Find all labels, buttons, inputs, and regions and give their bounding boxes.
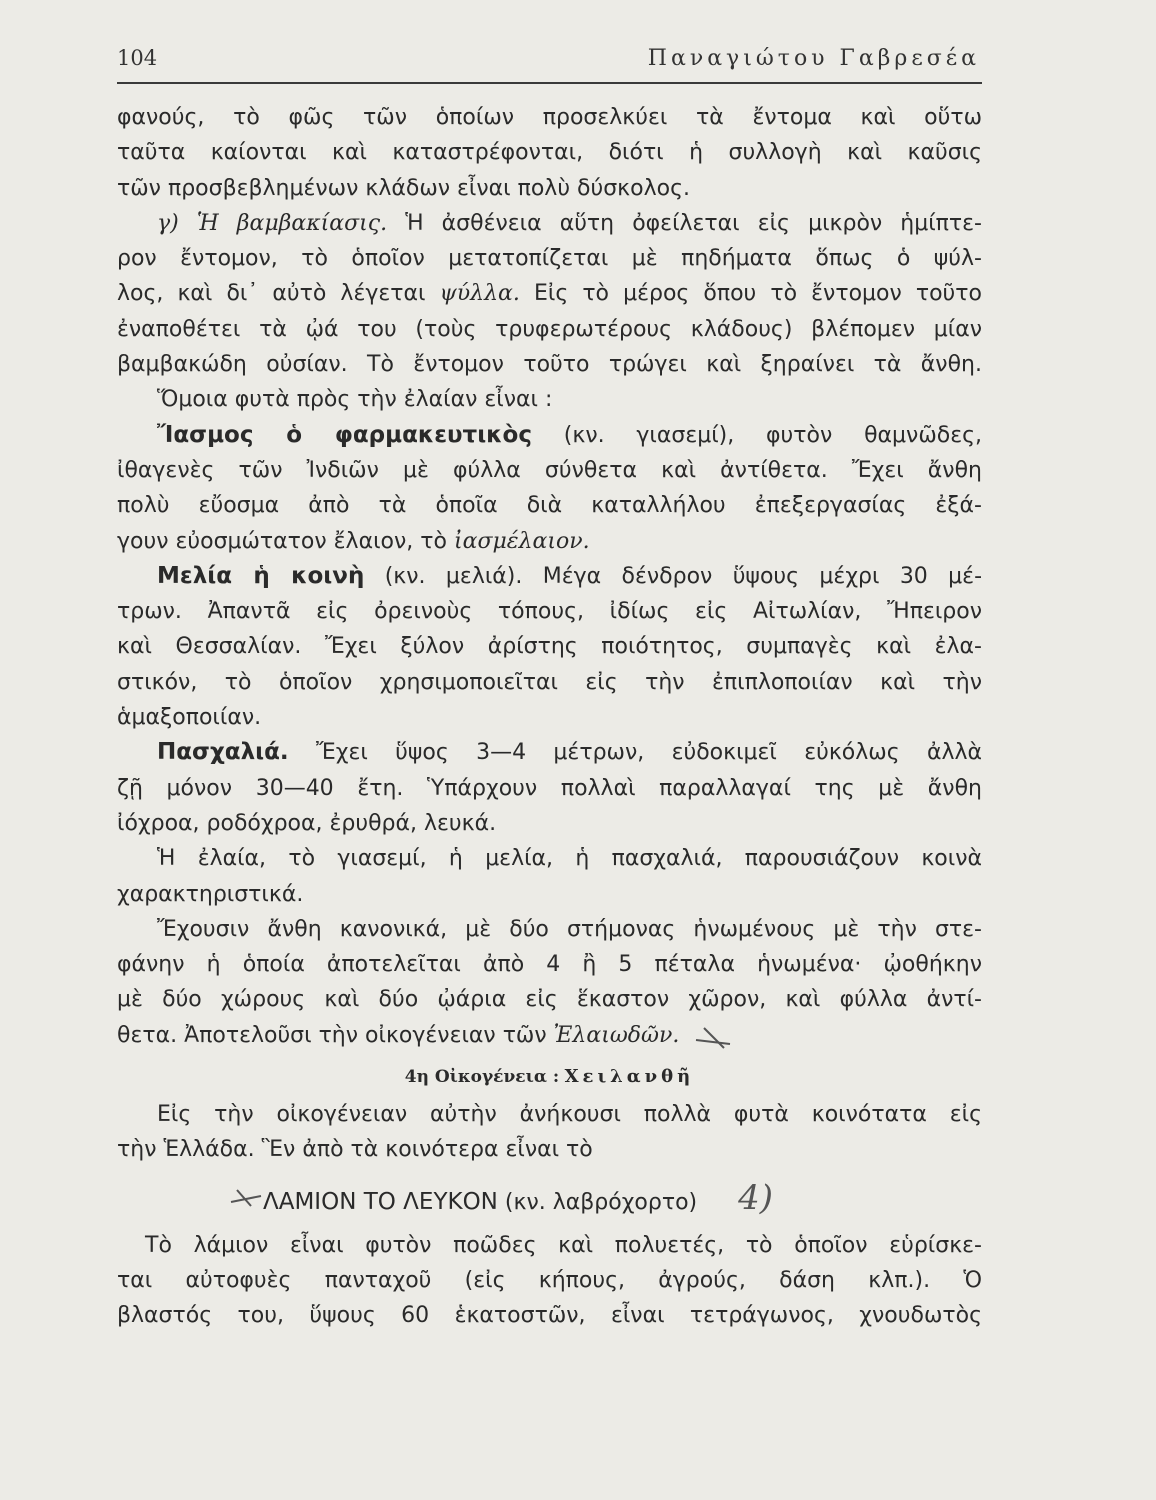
- text-line: τὴν Ἑλλάδα. Ἓν ἀπὸ τὰ κοινότερα εἶναι τὸ: [117, 1137, 593, 1163]
- text-line: φανούς, τὸ φῶς τῶν ὁποίων προσελκύει τὰ ἔντομα καὶ οὕτω: [117, 105, 982, 130]
- text-line: στικόν, τὸ ὁποῖον χρησιμοποιεῖται εἰς τὴν ἐπιπλοποιίαν καὶ τὴν: [117, 669, 982, 695]
- text-line: Εἰς τὴν οἰκογένειαν αὐτὴν ἀνήκουσι πολλὰ φυτὰ κοινότατα εἰς: [157, 1102, 982, 1128]
- text-span: (κν. γιασεμί), φυτὸν θαμνῶδες,: [563, 422, 983, 448]
- text-line: ἁμαξοποιίαν.: [117, 705, 262, 731]
- text-line: [117, 1018, 982, 1053]
- text-line: [117, 735, 982, 770]
- text-line: Τὸ λάμιον εἶναι φυτὸν ποῶδες καὶ πολυετές, τὸ ὁποῖον εὑρίσκε-: [145, 1232, 982, 1258]
- running-head: Παναγιώτου Γαβρεσέα: [647, 46, 980, 71]
- text-span: (κν. μελιά). Μέγα δένδρον ὕψους μέχρι 30 μέ-: [384, 563, 983, 589]
- text-line: χαρακτηριστικά.: [117, 881, 304, 907]
- text-span: Εἰς τὸ μέρος ὅπου τὸ ἔντομον τοῦτο: [533, 281, 982, 307]
- text-line: ται αὐτοφυὲς πανταχοῦ (εἰς κήπους, ἀγρούς, δάση κλπ.). Ὁ: [117, 1267, 982, 1293]
- plant-name: Ἴασμος ὁ φαρμακευτικὸς: [157, 421, 532, 448]
- text-line: βλαστός του, ὕψους 60 ἑκατοστῶν, εἶναι τετράγωνος, χνουδωτὸς: [117, 1303, 982, 1329]
- italic-term: ἰασμέλαιον.: [453, 528, 590, 554]
- text-line: μὲ δύο χώρους καὶ δύο ᾠάρια εἰς ἕκαστον χῶρον, καὶ φύλλα ἀντί-: [117, 987, 982, 1013]
- italic-term: ψύλλα.: [439, 281, 520, 307]
- text-line: [117, 524, 982, 559]
- common-name: (κν. λαβρόχορτο): [504, 1189, 698, 1215]
- text-line: ἰθαγενὲς τῶν Ἰνδιῶν μὲ φύλλα σύνθετα καὶ ἀντίθετα. Ἔχει ἄνθη: [117, 457, 982, 483]
- text-span: γουν εὐοσμώτατον ἔλαιον, τὸ: [117, 528, 447, 554]
- handwritten-number: 4): [738, 1177, 774, 1218]
- plant-name-caps: ΛΑΜΙΟΝ ΤΟ ΛΕΥΚΟΝ: [263, 1188, 498, 1215]
- text-span: Ἡ ἀσθένεια αὕτη ὀφείλεται εἰς μικρὸν ἡμίπτε-: [405, 210, 982, 236]
- text-line: [117, 276, 982, 311]
- text-line: ἰόχροα, ροδόχροα, ἐρυθρά, λευκά.: [117, 810, 497, 836]
- plant-name: Πασχαλιά.: [157, 739, 289, 766]
- text-line: ταῦτα καίονται καὶ καταστρέφονται, διότι ἡ συλλογὴ καὶ καῦσις: [117, 140, 982, 166]
- section-title: γ) Ἡ βαμβακίασις.: [157, 210, 388, 236]
- italic-term: Ἐλαιωδῶν.: [553, 1022, 680, 1048]
- text-line: καὶ Θεσσαλίαν. Ἔχει ξύλον ἀρίστης ποιότητος, συμπαγὲς καὶ ἐλα-: [117, 634, 982, 660]
- pencil-check-mark: [694, 1022, 734, 1050]
- text-span: Ἔχει ὕψος 3—4 μέτρων, εὐδοκιμεῖ εὐκόλως ἀλλὰ: [316, 740, 982, 766]
- text-line: [117, 418, 982, 453]
- text-line: Ἔχουσιν ἄνθη κανονικά, μὲ δύο στήμονας ἡνωμένους μὲ τὴν στε-: [157, 916, 982, 942]
- text-line: βαμβακώδη οὐσίαν. Τὸ ἔντομον τοῦτο τρώγει καὶ ξηραίνει τὰ ἄνθη.: [117, 352, 982, 378]
- text-line: [117, 206, 982, 241]
- page-number: 104: [117, 46, 158, 70]
- text-line: τρων. Ἀπαντᾶ εἰς ὀρεινοὺς τόπους, ἰδίως εἰς Αἰτωλίαν, Ἤπειρον: [117, 599, 982, 625]
- text-line: Ὅμοια φυτὰ πρὸς τὴν ἐλαίαν εἶναι :: [157, 387, 553, 413]
- text-line: φάνην ἡ ὁποία ἀποτελεῖται ἀπὸ 4 ἢ 5 πέταλα ἡνωμένα· ᾠοθήκην: [117, 952, 982, 978]
- family-label: 4η Οἰκογένεια :: [404, 1067, 560, 1088]
- text-line: [117, 559, 982, 594]
- pencil-cross-mark: [229, 1186, 263, 1208]
- family-name: Χειλανθῆ: [564, 1066, 695, 1088]
- body-text: [117, 100, 982, 1334]
- family-heading: [117, 1053, 982, 1097]
- page-header: [117, 42, 982, 84]
- text-line: ζῇ μόνον 30—40 ἔτη. Ὑπάρχουν πολλαὶ παραλλαγαί της μὲ ἄνθη: [117, 775, 982, 801]
- text-line: Ἡ ἐλαία, τὸ γιασεμί, ἡ μελία, ἡ πασχαλιά, παρουσιάζουν κοινὰ: [157, 846, 982, 872]
- plant-name: Μελία ἡ κοινὴ: [157, 562, 365, 589]
- plant-heading: [117, 1168, 982, 1228]
- text-line: πολὺ εὔοσμα ἀπὸ τὰ ὁποῖα διὰ καταλλήλου ἐπεξεργασίας ἐξά-: [117, 493, 982, 519]
- text-span: θετα. Ἀποτελοῦσι τὴν οἰκογένειαν τῶν: [117, 1022, 547, 1048]
- text-line: τῶν προσβεβλημένων κλάδων εἶναι πολὺ δύσκολος.: [117, 175, 690, 201]
- text-line: ἐναποθέτει τὰ ᾠά του (τοὺς τρυφερωτέρους κλάδους) βλέπομεν μίαν: [117, 316, 982, 342]
- text-span: λος, καὶ δι᾽ αὐτὸ λέγεται: [117, 281, 426, 307]
- text-line: ρον ἔντομον, τὸ ὁποῖον μετατοπίζεται μὲ πηδήματα ὅπως ὁ ψύλ-: [117, 246, 982, 272]
